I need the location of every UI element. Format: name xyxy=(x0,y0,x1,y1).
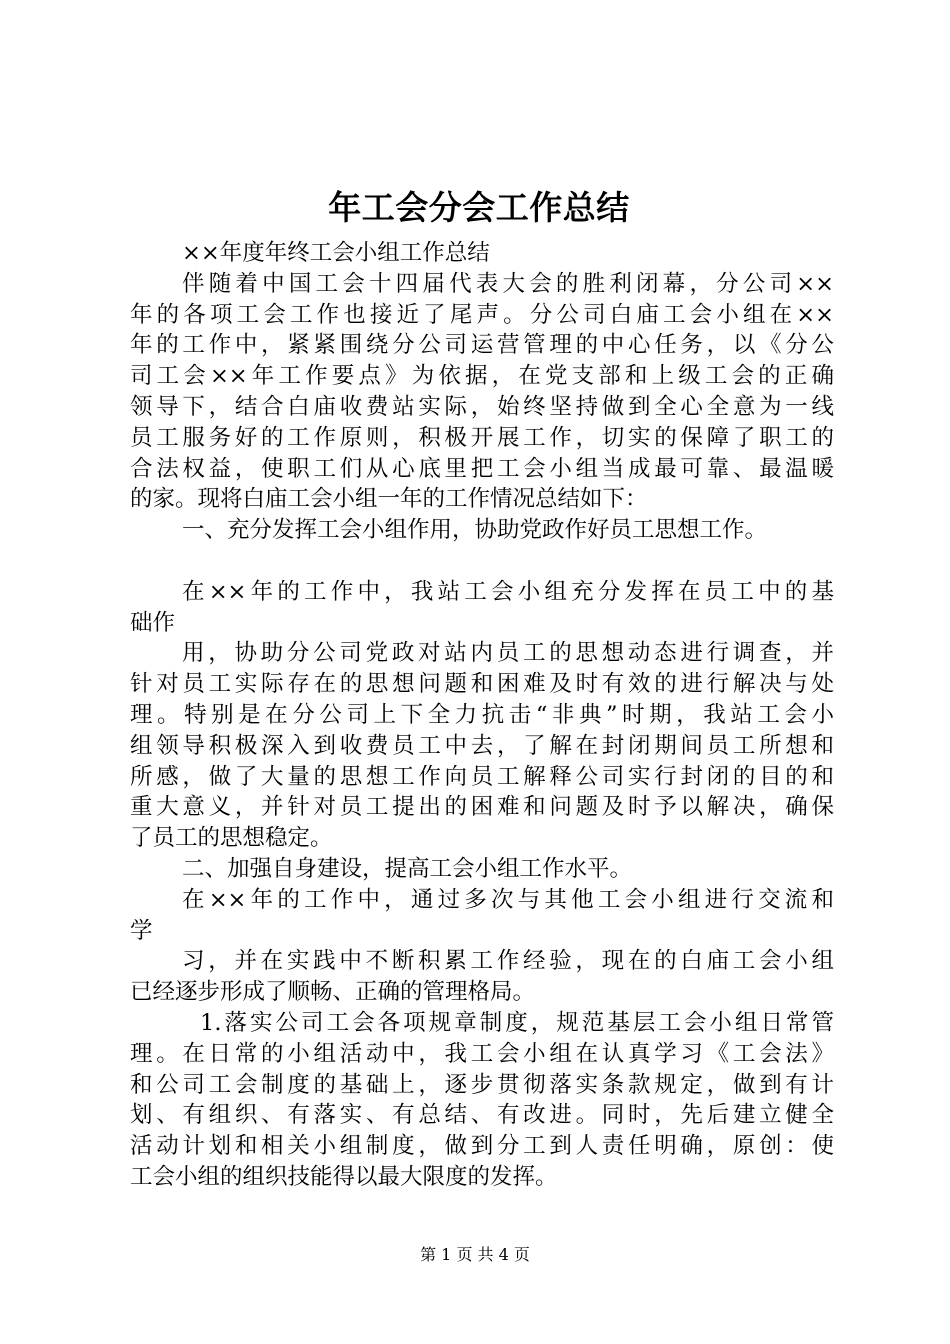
paragraph-line: 所感，做了大量的思想工作向员工解释公司实行封闭的目的和 xyxy=(130,763,834,790)
paragraph-line: 1.落实公司工会各项规章制度，规范基层工会小组日常管 xyxy=(200,1009,834,1036)
blank-line xyxy=(130,546,834,577)
paragraph-line: 司工会××年工作要点》为依据，在党支部和上级工会的正确 xyxy=(130,363,834,390)
paragraph-line: 年的各项工会工作也接近了尾声。分公司白庙工会小组在×× xyxy=(130,301,834,328)
paragraph-line: 伴随着中国工会十四届代表大会的胜利闭幕，分公司×× xyxy=(182,270,834,297)
paragraph-line: 在××年的工作中，通过多次与其他工会小组进行交流和 xyxy=(182,886,834,913)
document-title: 年工会分会工作总结 xyxy=(328,188,630,227)
paragraph-line: 活动计划和相关小组制度，做到分工到人责任明确，原创：使 xyxy=(130,1133,834,1160)
paragraph-line: ××年度年终工会小组工作总结 xyxy=(182,240,490,266)
page-number: 第 1 页 共 4 页 xyxy=(420,1245,530,1264)
paragraph-line: 的家。现将白庙工会小组一年的工作情况总结如下： xyxy=(130,486,648,513)
paragraph-line: 组领导积极深入到收费员工中去，了解在封闭期间员工所想和 xyxy=(130,732,834,759)
paragraph-line: 用，协助分公司党政对站内员工的思想动态进行调查，并 xyxy=(182,640,834,667)
paragraph-line: 和公司工会制度的基础上，逐步贯彻落实条款规定，做到有计 xyxy=(130,1071,834,1098)
paragraph-line: 已经逐步形成了顺畅、正确的管理格局。 xyxy=(130,979,536,1006)
paragraph-line: 理。特别是在分公司上下全力抗击“非典”时期，我站工会小 xyxy=(130,701,834,728)
section-heading: 一、充分发挥工会小组作用，协助党政作好员工思想工作。 xyxy=(182,517,768,544)
paragraph-line: 针对员工实际存在的思想问题和困难及时有效的进行解决与处 xyxy=(130,671,834,698)
paragraph-line: 合法权益，使职工们从心底里把工会小组当成最可靠、最温暖 xyxy=(130,455,834,482)
paragraph-line: 工会小组的组织技能得以最大限度的发挥。 xyxy=(130,1163,558,1190)
document-body xyxy=(130,238,834,1193)
paragraph-line: 领导下，结合白庙收费站实际，始终坚持做到全心全意为一线 xyxy=(130,393,834,420)
paragraph-line: 在××年的工作中，我站工会小组充分发挥在员工中的基 xyxy=(182,578,834,605)
paragraph-line: 学 xyxy=(130,917,153,944)
paragraph-line: 习，并在实践中不断积累工作经验，现在的白庙工会小组 xyxy=(182,948,834,975)
paragraph-line: 理。在日常的小组活动中，我工会小组在认真学习《工会法》 xyxy=(130,1040,834,1067)
paragraph-line: 员工服务好的工作原则，积极开展工作，切实的保障了职工的 xyxy=(130,424,834,451)
section-heading: 二、加强自身建设，提高工会小组工作水平。 xyxy=(182,855,633,882)
paragraph-line: 了员工的思想稳定。 xyxy=(130,825,333,852)
paragraph-line: 重大意义，并针对员工提出的困难和问题及时予以解决，确保 xyxy=(130,794,834,821)
paragraph-line: 年的工作中，紧紧围绕分公司运营管理的中心任务，以《分公 xyxy=(130,332,834,359)
paragraph-line: 础作 xyxy=(130,609,176,636)
paragraph-line: 划、有组织、有落实、有总结、有改进。同时，先后建立健全 xyxy=(130,1102,834,1129)
